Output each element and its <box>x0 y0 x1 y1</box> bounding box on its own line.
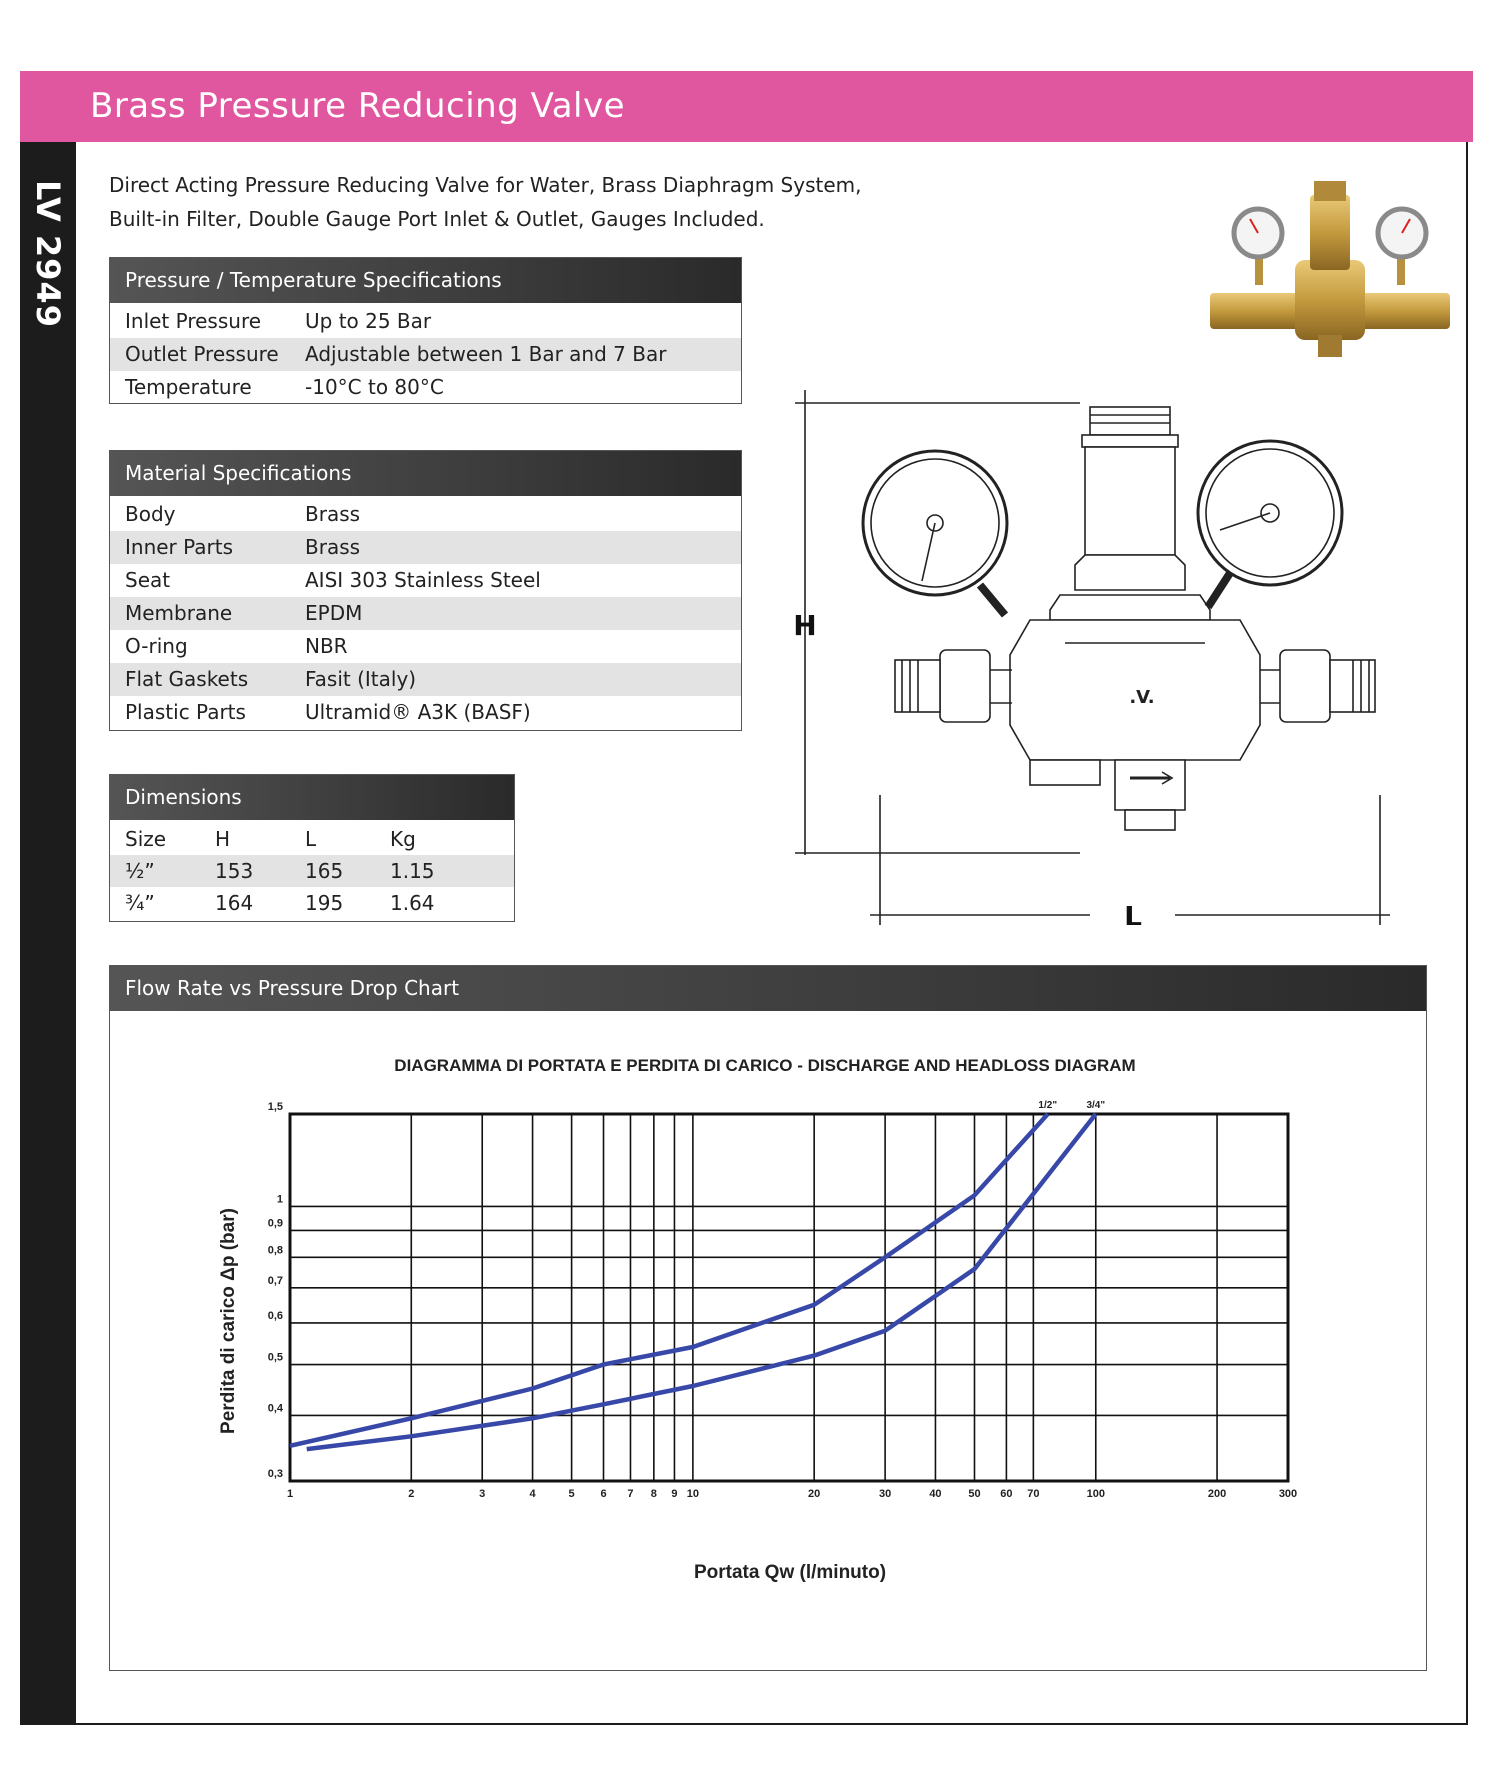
x-tick-label: 40 <box>929 1488 942 1500</box>
description-line-2: Built-in Filter, Double Gauge Port Inlet & Outlet, Gauges Included. <box>109 207 765 231</box>
spec-label: Flat Gaskets <box>125 667 249 691</box>
column-header: Kg <box>390 827 416 851</box>
product-code: LV 2949 <box>29 180 67 328</box>
y-tick-label: 0,7 <box>267 1274 283 1287</box>
spec-value: Fasit (Italy) <box>305 667 417 691</box>
spec-value: NBR <box>305 634 348 658</box>
table-row <box>110 887 514 919</box>
description-line-1: Direct Acting Pressure Reducing Valve for Water, Brass Diaphragm System, <box>109 173 862 197</box>
table-row <box>110 498 741 531</box>
table-row <box>110 305 741 338</box>
table-cell: 165 <box>305 859 344 883</box>
x-tick-label: 7 <box>627 1488 634 1500</box>
table-row <box>110 371 741 404</box>
product-description <box>109 168 861 236</box>
spec-value: Ultramid® A3K (BASF) <box>305 700 531 724</box>
x-tick-label: 60 <box>1000 1488 1013 1500</box>
table-cell: ¾” <box>125 891 155 915</box>
y-axis-label: Perdita di carico Δp (bar) <box>218 1208 239 1434</box>
table-header-row <box>110 823 514 855</box>
table-cell: ½” <box>125 859 155 883</box>
table-title: Pressure / Temperature Specifications <box>110 258 741 303</box>
x-tick-label: 9 <box>671 1488 678 1500</box>
spec-value: EPDM <box>305 601 363 625</box>
x-tick-label: 5 <box>568 1488 575 1500</box>
spec-value: Up to 25 Bar <box>305 309 432 333</box>
x-axis-label: Portata Qw (l/minuto) <box>693 1562 887 1583</box>
technical-drawing <box>790 385 1410 925</box>
table-row <box>110 630 741 663</box>
table-cell: 164 <box>215 891 254 915</box>
y-tick-label: 0,5 <box>267 1351 283 1364</box>
pressure-temperature-table <box>109 257 742 404</box>
table-row <box>110 531 741 564</box>
spec-label: Plastic Parts <box>125 700 246 724</box>
table-cell: 1.15 <box>390 859 435 883</box>
table-row <box>110 663 741 696</box>
brand-mark: .V. <box>1129 687 1155 708</box>
table-row <box>110 338 741 371</box>
series-line <box>307 1114 1096 1449</box>
table-row <box>110 855 514 887</box>
spec-label: Seat <box>125 568 171 592</box>
series-line <box>290 1114 1048 1446</box>
spec-label: Body <box>125 502 176 526</box>
series-label: 1/2" <box>1038 1100 1058 1111</box>
product-photo <box>1210 175 1450 375</box>
length-label: L <box>1124 900 1142 925</box>
y-tick-label: 1 <box>276 1193 283 1206</box>
x-tick-label: 100 <box>1086 1488 1105 1500</box>
spec-label: Outlet Pressure <box>125 342 279 366</box>
x-tick-label: 300 <box>1278 1488 1298 1500</box>
x-tick-label: 70 <box>1027 1488 1040 1500</box>
spec-value: -10°C to 80°C <box>305 375 444 399</box>
x-tick-label: 200 <box>1207 1488 1227 1500</box>
table-cell: 153 <box>215 859 254 883</box>
x-tick-label: 8 <box>650 1488 657 1500</box>
chart-grid <box>290 1114 1288 1481</box>
y-tick-label: 0,3 <box>267 1468 283 1480</box>
y-tick-label: 0,9 <box>267 1217 283 1230</box>
spec-value: Adjustable between 1 Bar and 7 Bar <box>305 342 667 366</box>
flow-chart-panel <box>109 965 1427 1671</box>
x-tick-label: 2 <box>408 1488 415 1500</box>
y-tick-label: 0,4 <box>267 1402 283 1415</box>
x-tick-label: 4 <box>529 1488 536 1500</box>
x-tick-label: 3 <box>479 1488 486 1500</box>
table-title: Dimensions <box>110 775 514 820</box>
series-label: 3/4" <box>1086 1100 1106 1111</box>
chart-title: DIAGRAMMA DI PORTATA E PERDITA DI CARICO - DISCHARGE AND HEADLOSS DIAGRAM <box>394 1056 1136 1075</box>
table-title: Material Specifications <box>110 451 741 496</box>
x-tick-label: 50 <box>968 1488 981 1500</box>
height-label: H <box>793 609 817 642</box>
x-tick-label: 1 <box>286 1488 294 1500</box>
y-tick-label: 1,5 <box>267 1101 283 1113</box>
y-tick-label: 0,8 <box>267 1244 283 1257</box>
table-cell: 195 <box>305 891 344 915</box>
material-table <box>109 450 742 731</box>
plot-border <box>290 1114 1288 1481</box>
side-bar <box>20 142 76 1725</box>
chart-ticks <box>268 1101 1297 1500</box>
table-cell: 1.64 <box>390 891 435 915</box>
x-tick-label: 10 <box>686 1488 700 1500</box>
x-tick-label: 20 <box>808 1488 821 1500</box>
dimensions-table <box>109 774 515 922</box>
table-row <box>110 564 741 597</box>
column-header: Size <box>125 827 167 851</box>
headloss-chart <box>110 1011 1426 1669</box>
spec-value: Brass <box>305 502 361 526</box>
x-tick-label: 30 <box>878 1488 892 1500</box>
spec-value: AISI 303 Stainless Steel <box>305 568 541 592</box>
spec-label: Temperature <box>125 375 252 399</box>
table-row <box>110 696 741 729</box>
x-tick-label: 6 <box>600 1488 607 1500</box>
column-header: H <box>215 827 231 851</box>
spec-label: O-ring <box>125 634 188 658</box>
spec-label: Inlet Pressure <box>125 309 262 333</box>
table-row <box>110 597 741 630</box>
column-header: L <box>305 827 317 851</box>
spec-label: Inner Parts <box>125 535 234 559</box>
page-title: Brass Pressure Reducing Valve <box>90 86 626 126</box>
chart-section-title: Flow Rate vs Pressure Drop Chart <box>110 966 1426 1011</box>
y-tick-label: 0,6 <box>267 1309 283 1322</box>
chart-lines <box>290 1100 1105 1449</box>
spec-value: Brass <box>305 535 361 559</box>
spec-label: Membrane <box>125 601 233 625</box>
